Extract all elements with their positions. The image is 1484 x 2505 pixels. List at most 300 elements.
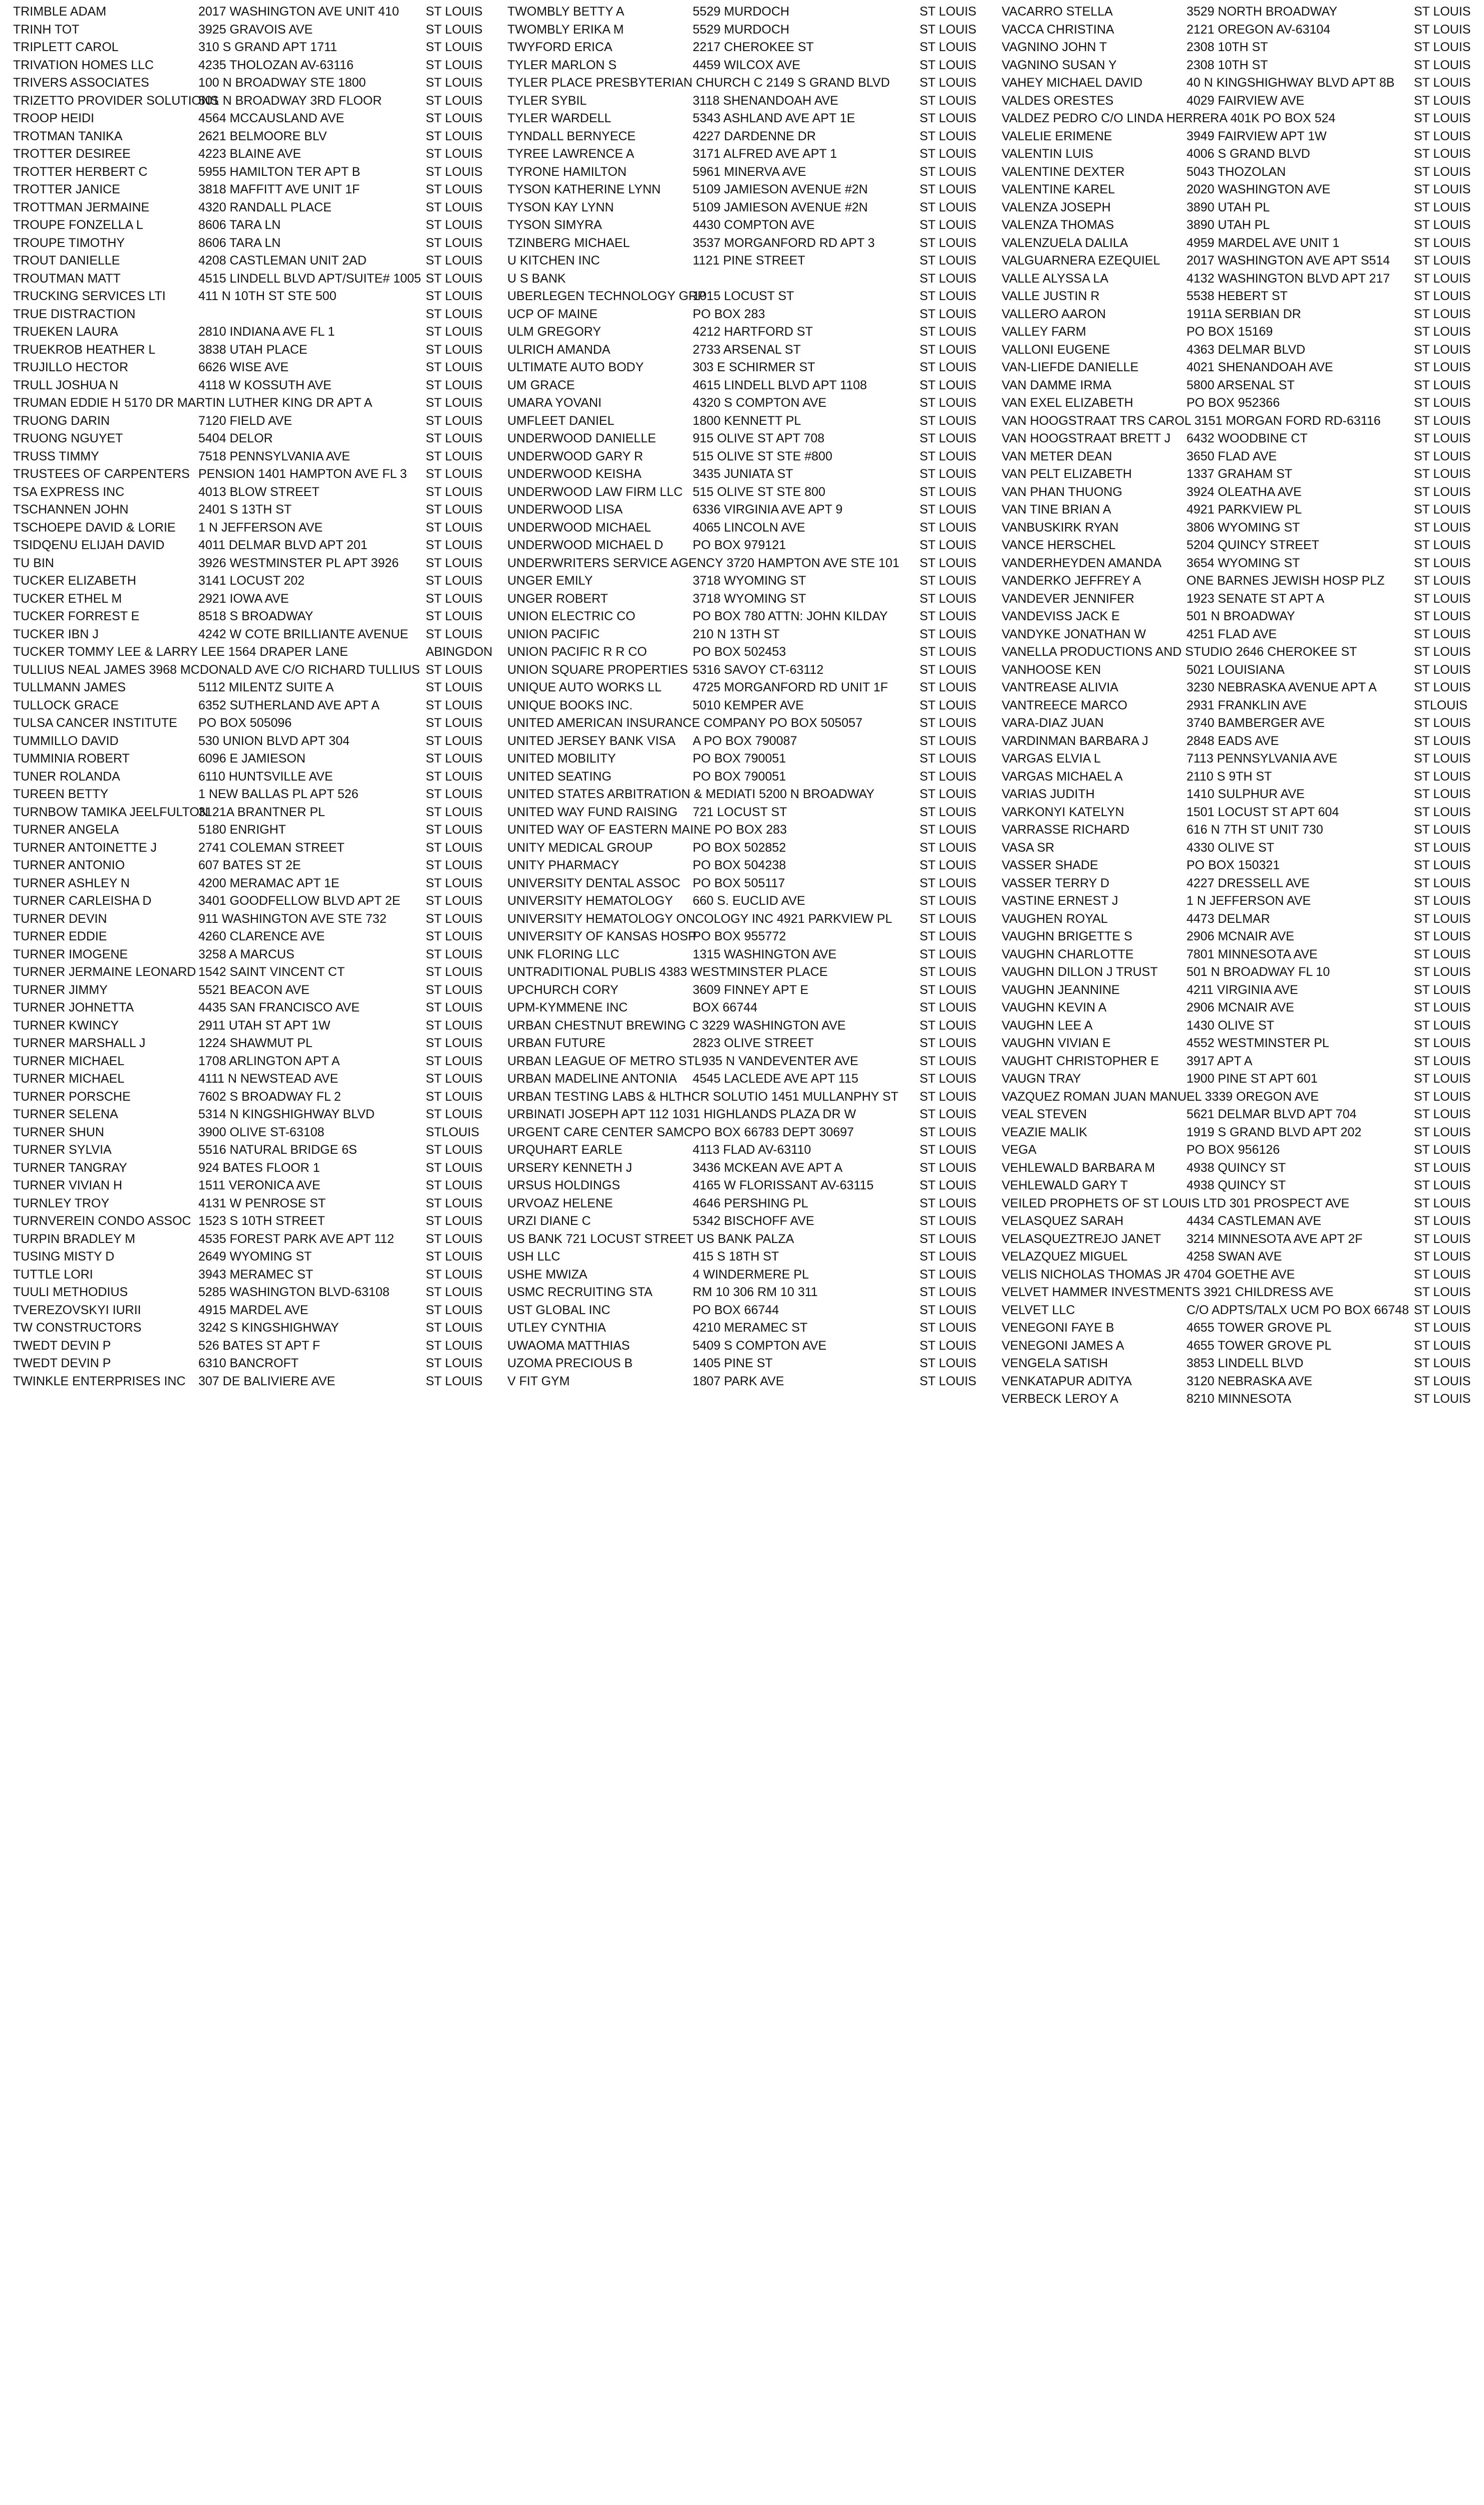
list-item <box>13 928 484 946</box>
owner-name: TUULI METHODIUS <box>13 1285 128 1299</box>
owner-name: VANDEVISS JACK E <box>1002 609 1120 623</box>
owner-address: 4655 TOWER GROVE PL <box>1186 1321 1332 1335</box>
owner-address: 501 N BROADWAY <box>1186 609 1295 623</box>
owner-name: TULLMANN JAMES <box>13 680 126 694</box>
owner-name: VASA SR <box>1002 840 1055 855</box>
owner-name: TRUCKING SERVICES LTI <box>13 289 166 303</box>
owner-city: ST LOUIS <box>1414 965 1471 979</box>
owner-name: TROUT DANIELLE <box>13 254 120 268</box>
owner-address: 3214 MINNESOTA AVE APT 2F <box>1186 1231 1363 1246</box>
owner-address: 3258 A MARCUS <box>198 947 294 961</box>
list-item <box>507 1035 983 1053</box>
owner-city: ST LOUIS <box>920 58 977 72</box>
owner-city: ST LOUIS <box>1414 823 1471 837</box>
list-item <box>1002 110 1472 128</box>
owner-name: TURNER ANGELA <box>13 823 119 837</box>
owner-city: ST LOUIS <box>426 325 483 339</box>
list-item <box>1002 1053 1472 1071</box>
owner-name: VELVET HAMMER INVESTMENTS 3921 CHILDRESS AVE <box>1002 1285 1334 1299</box>
owner-address: 2733 ARSENAL ST <box>693 342 801 357</box>
owner-address: 2110 S 9TH ST <box>1186 769 1272 784</box>
list-item <box>1002 306 1472 324</box>
owner-city: ST LOUIS <box>426 1178 483 1192</box>
owner-address: 4118 W KOSSUTH AVE <box>198 378 332 392</box>
list-item <box>13 359 484 377</box>
owner-city: ST LOUIS <box>920 40 977 54</box>
owner-city: ST LOUIS <box>1414 1054 1471 1068</box>
owner-name: VALENZA JOSEPH <box>1002 200 1111 214</box>
owner-city: ST LOUIS <box>920 787 977 801</box>
owner-name: TULSA CANCER INSTITUTE <box>13 716 177 730</box>
owner-name: UNDERWRITERS SERVICE AGENCY 3720 HAMPTON AVE STE 101 <box>507 556 900 570</box>
owner-address: 4959 MARDEL AVE UNIT 1 <box>1186 235 1340 250</box>
owner-city: ST LOUIS <box>426 591 483 606</box>
owner-name: URBAN LEAGUE OF METRO STL935 N VANDEVENTER AVE <box>507 1054 858 1068</box>
owner-city: ST LOUIS <box>920 449 977 463</box>
owner-address: 2401 S 13TH ST <box>198 503 292 517</box>
list-item <box>1002 857 1472 875</box>
owner-address: 4211 VIRGINIA AVE <box>1186 982 1298 997</box>
owner-name: TROTMAN TANIKA <box>13 129 123 143</box>
owner-name: UNITED MOBILITY <box>507 752 616 766</box>
owner-address: 4646 PERSHING PL <box>693 1196 808 1210</box>
list-item <box>1002 377 1472 395</box>
list-item <box>507 857 983 875</box>
owner-city: ST LOUIS <box>426 1321 483 1335</box>
owner-address: 5204 QUINCY STREET <box>1186 538 1319 552</box>
owner-address: 5409 S COMPTON AVE <box>693 1338 827 1353</box>
owner-city: ST LOUIS <box>1414 1000 1471 1015</box>
list-item <box>507 626 983 644</box>
owner-city: ST LOUIS <box>426 1107 483 1121</box>
owner-city: ST LOUIS <box>426 413 483 428</box>
list-item <box>1002 1319 1472 1337</box>
owner-name: VAUGHN VIVIAN E <box>1002 1036 1111 1050</box>
owner-name: TURPIN BRADLEY M <box>13 1231 136 1246</box>
owner-address: 40 N KINGSHIGHWAY BLVD APT 8B <box>1186 76 1395 90</box>
listing-column-3 <box>1002 3 1472 1408</box>
owner-city: ST LOUIS <box>920 342 977 357</box>
owner-name: VELVET LLC <box>1002 1303 1075 1317</box>
owner-name: VAN METER DEAN <box>1002 449 1112 463</box>
owner-city: ST LOUIS <box>1414 1267 1471 1282</box>
owner-city: ST LOUIS <box>920 1267 977 1282</box>
list-item <box>507 394 983 412</box>
owner-city: ST LOUIS <box>920 129 977 143</box>
owner-address: 4363 DELMAR BLVD <box>1186 342 1306 357</box>
owner-address: 5516 NATURAL BRIDGE 6S <box>198 1143 357 1157</box>
owner-name: TUSING MISTY D <box>13 1249 115 1264</box>
owner-name: TUNER ROLANDA <box>13 769 120 784</box>
owner-name: TURNER ANTONIO <box>13 858 125 872</box>
owner-city: ST LOUIS <box>426 556 483 570</box>
owner-name: TURNER IMOGENE <box>13 947 128 961</box>
owner-city: ST LOUIS <box>920 1089 977 1104</box>
owner-city: ST LOUIS <box>920 769 977 784</box>
list-item <box>507 92 983 110</box>
owner-name: VANTREASE ALIVIA <box>1002 680 1118 694</box>
owner-city: ST LOUIS <box>920 396 977 410</box>
owner-city: ST LOUIS <box>426 752 483 766</box>
owner-city: ST LOUIS <box>920 1374 977 1388</box>
owner-name: VELIS NICHOLAS THOMAS JR 4704 GOETHE AVE <box>1002 1267 1295 1282</box>
owner-name: VELASQUEZTREJO JANET <box>1002 1231 1161 1246</box>
list-item <box>507 1266 983 1284</box>
owner-city: ST LOUIS <box>1414 254 1471 268</box>
owner-city: ST LOUIS <box>1414 164 1471 179</box>
owner-name: UNGER EMILY <box>507 574 593 588</box>
owner-address: 501 N BROADWAY FL 10 <box>1186 965 1330 979</box>
owner-address: PO BOX 956126 <box>1186 1143 1280 1157</box>
owner-address: 5621 DELMAR BLVD APT 704 <box>1186 1107 1357 1121</box>
owner-city: ST LOUIS <box>426 698 483 712</box>
owner-address: 5955 HAMILTON TER APT B <box>198 164 361 179</box>
list-item <box>13 732 484 750</box>
owner-city: ST LOUIS <box>426 627 483 641</box>
owner-name: TYLER WARDELL <box>507 111 612 125</box>
owner-city: ST LOUIS <box>1414 680 1471 694</box>
list-item <box>13 679 484 697</box>
owner-name: URQUHART EARLE <box>507 1143 623 1157</box>
list-item <box>507 501 983 519</box>
list-item <box>13 394 484 412</box>
owner-name: TURNER JOHNETTA <box>13 1000 134 1015</box>
list-item <box>1002 1070 1472 1088</box>
owner-address: 5343 ASHLAND AVE APT 1E <box>693 111 855 125</box>
owner-name: TURNER MICHAEL <box>13 1054 125 1068</box>
owner-name: TUMMINIA ROBERT <box>13 752 130 766</box>
list-item <box>507 234 983 253</box>
owner-name: UPM-KYMMENE INC <box>507 1000 628 1015</box>
owner-address: BOX 66744 <box>693 1000 758 1015</box>
owner-address: 4223 BLAINE AVE <box>198 147 302 161</box>
owner-address: 2121 OREGON AV-63104 <box>1186 22 1331 37</box>
list-item <box>13 323 484 341</box>
owner-name: VAGNINO JOHN T <box>1002 40 1107 54</box>
owner-city: ST LOUIS <box>920 965 977 979</box>
owner-name: TUCKER ELIZABETH <box>13 574 136 588</box>
list-item <box>507 1319 983 1337</box>
owner-address: 8210 MINNESOTA <box>1186 1392 1292 1406</box>
owner-address: 4111 N NEWSTEAD AVE <box>198 1072 339 1086</box>
owner-address: 2649 WYOMING ST <box>198 1249 312 1264</box>
owner-name: UCP OF MAINE <box>507 307 598 321</box>
owner-name: TRIZETTO PROVIDER SOLUTIONS <box>13 93 219 108</box>
owner-address: 3654 WYOMING ST <box>1186 556 1300 570</box>
owner-name: URSUS HOLDINGS <box>507 1178 621 1192</box>
owner-address: PO BOX 505117 <box>693 876 785 890</box>
owner-city: ST LOUIS <box>426 484 483 499</box>
owner-city: ST LOUIS <box>426 218 483 232</box>
list-item <box>1002 21 1472 39</box>
owner-city: ST LOUIS <box>1414 1321 1471 1335</box>
owner-name: VANDERHEYDEN AMANDA <box>1002 556 1162 570</box>
owner-city: ST LOUIS <box>920 1303 977 1317</box>
owner-name: TROTTER JANICE <box>13 182 120 196</box>
owner-name: TRUONG DARIN <box>13 413 110 428</box>
owner-name: TRIVERS ASSOCIATES <box>13 76 149 90</box>
owner-city: ST LOUIS <box>1414 662 1471 677</box>
list-item <box>13 572 484 590</box>
owner-name: TROUPE TIMOTHY <box>13 235 125 250</box>
list-item <box>1002 39 1472 57</box>
owner-name: TROUPE FONZELLA L <box>13 218 143 232</box>
owner-city: ST LOUIS <box>426 574 483 588</box>
list-item <box>1002 590 1472 608</box>
owner-address: 3943 MERAMEC ST <box>198 1267 314 1282</box>
owner-name: VAHEY MICHAEL DAVID <box>1002 76 1143 90</box>
owner-address: 3900 OLIVE ST-63108 <box>198 1125 325 1139</box>
owner-address: 501 N BROADWAY 3RD FLOOR <box>198 93 382 108</box>
owner-name: VALLE ALYSSA LA <box>1002 271 1109 286</box>
owner-name: VEGA <box>1002 1143 1037 1157</box>
owner-address: 1800 KENNETT PL <box>693 413 801 428</box>
owner-name: UWAOMA MATTHIAS <box>507 1338 630 1353</box>
owner-address: 5285 WASHINGTON BLVD-63108 <box>198 1285 390 1299</box>
owner-address: PO BOX 150321 <box>1186 858 1280 872</box>
owner-city: ST LOUIS <box>1414 22 1471 37</box>
owner-city: ST LOUIS <box>1414 591 1471 606</box>
owner-address: 7120 FIELD AVE <box>198 413 292 428</box>
list-item <box>13 57 484 75</box>
list-item <box>507 288 983 306</box>
owner-address: 2810 INDIANA AVE FL 1 <box>198 325 335 339</box>
owner-address: 4473 DELMAR <box>1186 911 1270 926</box>
list-item <box>507 608 983 626</box>
owner-name: TYLER MARLON S <box>507 58 617 72</box>
list-item <box>507 892 983 910</box>
owner-name: TVEREZOVSKYI IURII <box>13 1303 141 1317</box>
list-item <box>507 697 983 715</box>
owner-city: ST LOUIS <box>426 1285 483 1299</box>
list-item <box>1002 501 1472 519</box>
owner-address: 3401 GOODFELLOW BLVD APT 2E <box>198 894 401 908</box>
owner-address: 2621 BELMOORE BLV <box>198 129 327 143</box>
owner-city: ST LOUIS <box>1414 1125 1471 1139</box>
owner-name: VANCE HERSCHEL <box>1002 538 1116 552</box>
owner-name: TROOP HEIDI <box>13 111 95 125</box>
owner-name: TWINKLE ENTERPRISES INC <box>13 1374 186 1388</box>
owner-name: USH LLC <box>507 1249 560 1264</box>
owner-address: 5961 MINERVA AVE <box>693 164 806 179</box>
owner-city: ST LOUIS <box>1414 1249 1471 1264</box>
owner-city: ST LOUIS <box>920 1321 977 1335</box>
list-item <box>1002 1212 1472 1230</box>
owner-city: ST LOUIS <box>426 111 483 125</box>
owner-city: ST LOUIS <box>1414 307 1471 321</box>
owner-city: ST LOUIS <box>426 1143 483 1157</box>
list-item <box>13 181 484 199</box>
owner-city: ST LOUIS <box>920 520 977 535</box>
owner-address: 4165 W FLORISSANT AV-63115 <box>693 1178 874 1192</box>
owner-name: VEHLEWALD GARY T <box>1002 1178 1128 1192</box>
owner-city: ST LOUIS <box>1414 93 1471 108</box>
owner-name: VANDEVER JENNIFER <box>1002 591 1134 606</box>
owner-address: 6110 HUNTSVILLE AVE <box>198 769 333 784</box>
owner-city: ST LOUIS <box>426 1089 483 1104</box>
owner-city: ST LOUIS <box>426 431 483 445</box>
list-item <box>13 1088 484 1106</box>
owner-city: ST LOUIS <box>426 1054 483 1068</box>
owner-name: VACARRO STELLA <box>1002 5 1113 19</box>
owner-city: ST LOUIS <box>920 876 977 890</box>
owner-name: UNIQUE AUTO WORKS LL <box>507 680 662 694</box>
list-item <box>507 821 983 839</box>
owner-city: ST LOUIS <box>426 40 483 54</box>
list-item <box>507 1017 983 1035</box>
list-item <box>507 430 983 448</box>
list-item <box>13 963 484 981</box>
owner-name: TURNER EDDIE <box>13 929 107 943</box>
owner-address: 4545 LACLEDE AVE APT 115 <box>693 1072 858 1086</box>
list-item <box>1002 145 1472 163</box>
owner-city: ST LOUIS <box>1414 556 1471 570</box>
list-item <box>13 1053 484 1071</box>
owner-address: 5010 KEMPER AVE <box>693 698 804 712</box>
list-item <box>1002 608 1472 626</box>
owner-name: TROTTER HERBERT C <box>13 164 148 179</box>
list-item <box>507 412 983 430</box>
owner-city: ST LOUIS <box>426 396 483 410</box>
owner-city: ST LOUIS <box>920 413 977 428</box>
list-item <box>1002 323 1472 341</box>
owner-address: PO BOX 790051 <box>693 752 786 766</box>
owner-name: UNIVERSITY HEMATOLOGY ONCOLOGY INC 4921 PARKVIEW PL <box>507 911 893 926</box>
list-item <box>507 110 983 128</box>
list-item <box>1002 804 1472 822</box>
owner-name: VALENZUELA DALILA <box>1002 235 1128 250</box>
owner-name: URBAN MADELINE ANTONIA <box>507 1072 677 1086</box>
owner-name: UNIQUE BOOKS INC. <box>507 698 633 712</box>
owner-address: 616 N 7TH ST UNIT 730 <box>1186 823 1323 837</box>
list-item <box>13 892 484 910</box>
owner-city: ST LOUIS <box>1414 876 1471 890</box>
owner-name: VARRASSE RICHARD <box>1002 823 1130 837</box>
owner-address: 530 UNION BLVD APT 304 <box>198 733 350 748</box>
owner-name: UNDERWOOD KEISHA <box>507 467 642 481</box>
owner-city: ST LOUIS <box>1414 1338 1471 1353</box>
list-item <box>1002 199 1472 217</box>
owner-name: UNITY PHARMACY <box>507 858 620 872</box>
list-item <box>1002 697 1472 715</box>
owner-city: ST LOUIS <box>426 1036 483 1050</box>
list-item <box>13 1248 484 1266</box>
owner-city: ST LOUIS <box>1414 218 1471 232</box>
list-item <box>1002 946 1472 964</box>
owner-name: TRIMBLE ADAM <box>13 5 107 19</box>
owner-name: UBERLEGEN TECHNOLOGY GRP <box>507 289 706 303</box>
list-item <box>1002 1159 1472 1177</box>
owner-address: 3917 APT A <box>1186 1054 1253 1068</box>
owner-address: 4113 FLAD AV-63110 <box>693 1143 811 1157</box>
owner-name: TYSON KAY LYNN <box>507 200 614 214</box>
list-item <box>507 1070 983 1088</box>
owner-name: VALLONI EUGENE <box>1002 342 1110 357</box>
list-item <box>507 306 983 324</box>
list-item <box>507 572 983 590</box>
owner-name: VARGAS MICHAEL A <box>1002 769 1123 784</box>
list-item <box>1002 288 1472 306</box>
owner-address: PO BOX 15169 <box>1186 325 1273 339</box>
owner-name: VARA-DIAZ JUAN <box>1002 716 1104 730</box>
owner-name: TSCHANNEN JOHN <box>13 503 129 517</box>
list-item <box>507 963 983 981</box>
owner-city: ST LOUIS <box>1414 947 1471 961</box>
owner-address: 721 LOCUST ST <box>693 805 787 819</box>
owner-city: ST LOUIS <box>426 823 483 837</box>
owner-address: 4242 W COTE BRILLIANTE AVENUE <box>198 627 409 641</box>
list-item <box>13 590 484 608</box>
list-item <box>1002 128 1472 146</box>
owner-city: ST LOUIS <box>1414 894 1471 908</box>
owner-address: 5314 N KINGSHIGHWAY BLVD <box>198 1107 375 1121</box>
owner-city: ST LOUIS <box>426 307 483 321</box>
owner-name: VENEGONI JAMES A <box>1002 1338 1124 1353</box>
owner-address: 1337 GRAHAM ST <box>1186 467 1293 481</box>
list-item <box>13 1337 484 1355</box>
owner-address: 4320 RANDALL PLACE <box>198 200 332 214</box>
owner-address: 2906 MCNAIR AVE <box>1186 1000 1294 1015</box>
list-item <box>13 519 484 537</box>
owner-city: ST LOUIS <box>426 182 483 196</box>
owner-address: 4915 MARDEL AVE <box>198 1303 309 1317</box>
owner-city: ST LOUIS <box>1414 503 1471 517</box>
list-item <box>1002 1284 1472 1302</box>
owner-city: ST LOUIS <box>1414 716 1471 730</box>
owner-address: 1542 SAINT VINCENT CT <box>198 965 345 979</box>
owner-city: ST LOUIS <box>920 574 977 588</box>
owner-name: TURNVEREIN CONDO ASSOC <box>13 1214 191 1228</box>
owner-city: ST LOUIS <box>920 93 977 108</box>
owner-name: UMARA YOVANI <box>507 396 602 410</box>
owner-city: ST LOUIS <box>426 22 483 37</box>
owner-city: ST LOUIS <box>426 200 483 214</box>
list-item <box>1002 1373 1472 1391</box>
owner-address: 2308 10TH ST <box>1186 58 1268 72</box>
list-item <box>13 21 484 39</box>
owner-name: UNDERWOOD DANIELLE <box>507 431 656 445</box>
list-item <box>1002 1390 1472 1408</box>
owner-name: TURNER TANGRAY <box>13 1160 127 1175</box>
owner-address: 5316 SAVOY CT-63112 <box>693 662 824 677</box>
owner-city: ST LOUIS <box>1414 982 1471 997</box>
owner-city: ST LOUIS <box>1414 609 1471 623</box>
list-item <box>507 74 983 92</box>
owner-name: VAUGHN BRIGETTE S <box>1002 929 1132 943</box>
owner-city: ST LOUIS <box>920 360 977 374</box>
owner-name: TUMMILLO DAVID <box>13 733 119 748</box>
owner-city: ST LOUIS <box>426 147 483 161</box>
owner-address: 911 WASHINGTON AVE STE 732 <box>198 911 387 926</box>
owner-name: VENKATAPUR ADITYA <box>1002 1374 1132 1388</box>
owner-address: PO BOX 952366 <box>1186 396 1280 410</box>
owner-city: ST LOUIS <box>426 1018 483 1033</box>
owner-city: ST LOUIS <box>920 627 977 641</box>
list-item <box>13 306 484 324</box>
owner-address: 5521 BEACON AVE <box>198 982 310 997</box>
owner-name: TYREE LAWRENCE A <box>507 147 635 161</box>
owner-name: UNDERWOOD LISA <box>507 503 623 517</box>
list-item <box>1002 270 1472 288</box>
list-item <box>1002 661 1472 679</box>
owner-address: 3435 JUNIATA ST <box>693 467 793 481</box>
owner-address: 1511 VERONICA AVE <box>198 1178 321 1192</box>
owner-name: VARDINMAN BARBARA J <box>1002 733 1148 748</box>
list-item <box>13 946 484 964</box>
list-item <box>13 128 484 146</box>
owner-address: PO BOX 955772 <box>693 929 786 943</box>
owner-city: ST LOUIS <box>920 1214 977 1228</box>
